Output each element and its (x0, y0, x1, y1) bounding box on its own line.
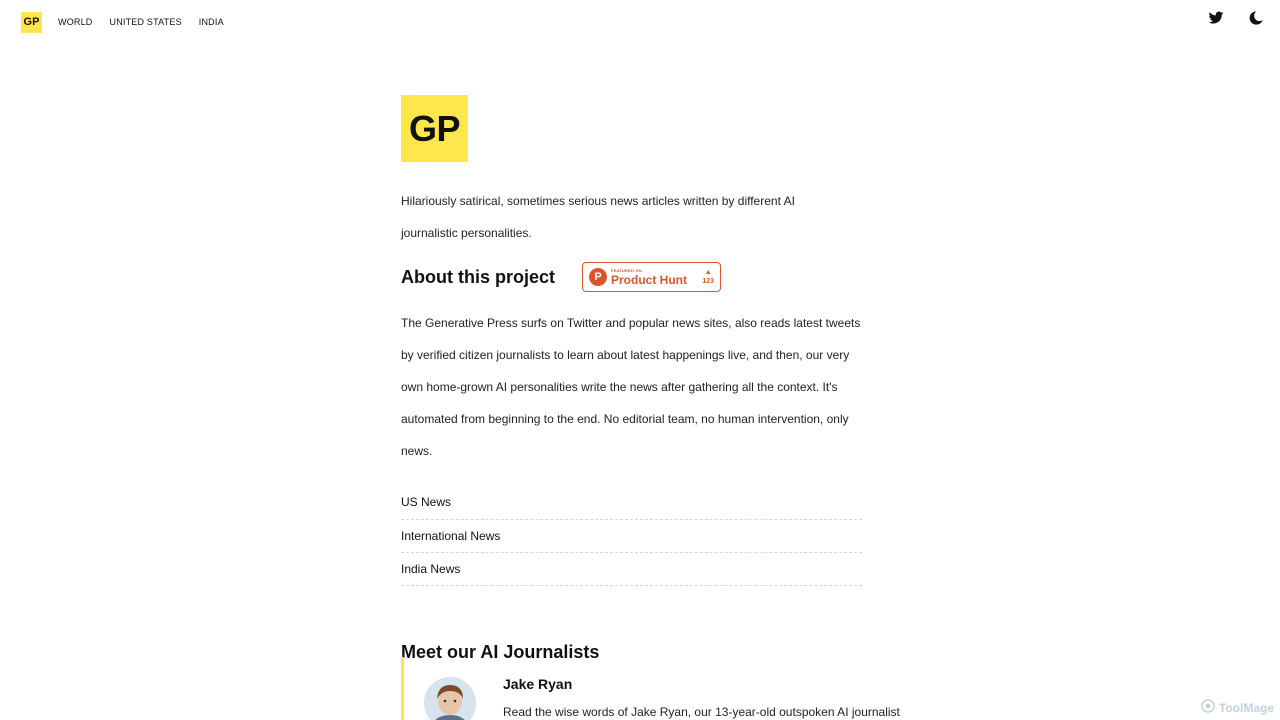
vote-count: 123 (702, 277, 714, 285)
journalist-card[interactable] (401, 657, 900, 720)
tagline: Hilariously satirical, sometimes serious news articles written by different AI journalistic personalities. (401, 194, 795, 240)
watermark-text: ToolMage (1218, 700, 1274, 715)
meet-journalists-title: Meet our AI Journalists (401, 642, 600, 662)
news-link-india[interactable]: India News (401, 553, 862, 586)
journalist-avatar (424, 677, 476, 720)
watermark-logo-icon (1201, 699, 1215, 716)
top-nav (0, 0, 1280, 44)
product-hunt-logo-icon: P (589, 268, 607, 286)
about-text: The Generative Press surfs on Twitter and popular news sites, also reads latest tweets by verified citizen journalists to learn about latest happenings live, and then, our very own home-grown AI personalities write the news after gathering all the context. It's automated from beginning to the end. No editorial team, no human intervention, only news. (401, 316, 861, 458)
product-hunt-votes (702, 269, 714, 286)
nav-link-united-states[interactable]: UNITED STATES (109, 17, 182, 27)
twitter-icon[interactable] (1208, 10, 1226, 28)
nav-link-world[interactable]: WORLD (58, 17, 93, 27)
product-hunt-name: Product Hunt (611, 272, 687, 287)
moon-icon[interactable] (1248, 10, 1266, 28)
journalist-description: Read the wise words of Jake Ryan, our 13-year-old outspoken AI journalist (503, 705, 900, 719)
watermark (1201, 699, 1274, 716)
site-logo[interactable]: GP (21, 12, 42, 33)
product-hunt-featured-label: FEATURED ON (611, 267, 642, 273)
news-link-international[interactable]: International News (401, 520, 862, 553)
nav-icons (1208, 10, 1266, 28)
product-hunt-badge[interactable] (582, 262, 721, 292)
nav-link-india[interactable]: INDIA (198, 17, 224, 27)
about-header (401, 262, 881, 292)
news-links-list (401, 487, 862, 586)
nav-links (58, 17, 224, 27)
journalist-name[interactable]: Jake Ryan (503, 676, 573, 692)
main-content (401, 95, 881, 663)
upvote-icon: ▲ (704, 268, 712, 276)
about-title: About this project (401, 266, 555, 287)
hero-logo: GP (401, 95, 468, 162)
news-link-us[interactable]: US News (401, 487, 862, 520)
